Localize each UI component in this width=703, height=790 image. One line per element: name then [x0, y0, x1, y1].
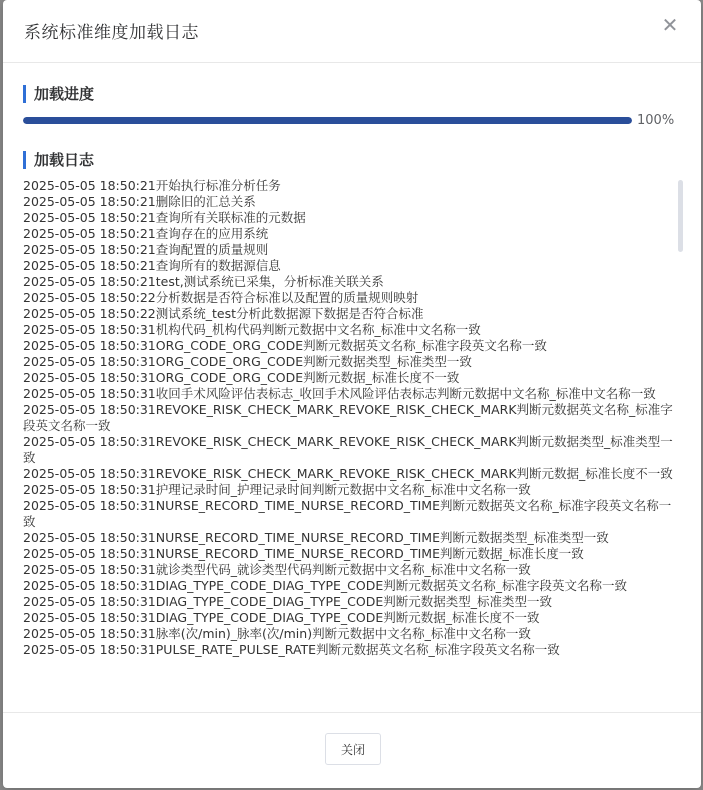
- log-line: 2025-05-05 18:50:31机构代码_机构代码判断元数据中文名称_标准中文名称一致: [23, 322, 481, 337]
- log-line: 2025-05-05 18:50:31NURSE_RECORD_TIME_NURSE_RECORD_TIME判断元数据类型_标准类型一致: [23, 530, 609, 545]
- log-line: 2025-05-05 18:50:31REVOKE_RISK_CHECK_MARK_REVOKE_RISK_CHECK_MARK判断元数据_标准长度不一致: [23, 466, 673, 481]
- log-line: 2025-05-05 18:50:31REVOKE_RISK_CHECK_MARK_REVOKE_RISK_CHECK_MARK判断元数据类型_标准类型一致: [23, 434, 673, 465]
- progress-section-title: 加载进度: [23, 85, 94, 103]
- log-line: 2025-05-05 18:50:22分析数据是否符合标准以及配置的质量规则映射: [23, 290, 419, 305]
- log-list: [23, 178, 675, 658]
- progress-percent: 100%: [637, 113, 675, 128]
- log-line: 2025-05-05 18:50:21查询存在的应用系统: [23, 226, 269, 241]
- log-line: 2025-05-05 18:50:31DIAG_TYPE_CODE_DIAG_TYPE_CODE判断元数据英文名称_标准字段英文名称一致: [23, 578, 628, 593]
- log-line: 2025-05-05 18:50:31NURSE_RECORD_TIME_NURSE_RECORD_TIME判断元数据_标准长度一致: [23, 546, 584, 561]
- log-line: 2025-05-05 18:50:31收回手术风险评估表标志_收回手术风险评估表标志判断元数据中文名称_标准中文名称一致: [23, 386, 656, 401]
- log-line: 2025-05-05 18:50:21test,测试系统已采集，分析标准关联关系: [23, 274, 384, 289]
- load-progress-bar: [23, 114, 678, 128]
- log-section-title: 加载日志: [23, 151, 94, 169]
- log-line: 2025-05-05 18:50:31护理记录时间_护理记录时间判断元数据中文名称_标准中文名称一致: [23, 482, 531, 497]
- log-line: 2025-05-05 18:50:31脉率(次/min)_脉率(次/min)判断元数据中文名称_标准中文名称一致: [23, 626, 531, 641]
- log-line: 2025-05-05 18:50:31REVOKE_RISK_CHECK_MARK_REVOKE_RISK_CHECK_MARK判断元数据英文名称_标准字段英文名称一致: [23, 402, 673, 433]
- log-line: 2025-05-05 18:50:21查询所有的数据源信息: [23, 258, 281, 273]
- close-icon[interactable]: ✕: [661, 13, 679, 37]
- log-panel[interactable]: [23, 178, 683, 704]
- log-line: 2025-05-05 18:50:31ORG_CODE_ORG_CODE判断元数据_标准长度不一致: [23, 370, 460, 385]
- log-line: 2025-05-05 18:50:31PULSE_RATE_PULSE_RATE判断元数据英文名称_标准字段英文名称一致: [23, 642, 560, 657]
- log-line: 2025-05-05 18:50:21开始执行标准分析任务: [23, 178, 281, 193]
- close-button[interactable]: 关闭: [325, 733, 381, 765]
- log-line: 2025-05-05 18:50:21删除旧的汇总关系: [23, 194, 256, 209]
- log-line: 2025-05-05 18:50:31就诊类型代码_就诊类型代码判断元数据中文名称_标准中文名称一致: [23, 562, 531, 577]
- log-line: 2025-05-05 18:50:31ORG_CODE_ORG_CODE判断元数据英文名称_标准字段英文名称一致: [23, 338, 547, 353]
- log-line: 2025-05-05 18:50:31DIAG_TYPE_CODE_DIAG_TYPE_CODE判断元数据类型_标准类型一致: [23, 594, 553, 609]
- log-line: 2025-05-05 18:50:31ORG_CODE_ORG_CODE判断元数据类型_标准类型一致: [23, 354, 472, 369]
- progress-fill: [23, 117, 632, 124]
- log-line: 2025-05-05 18:50:22测试系统_test分析此数据源下数据是否符合标准: [23, 306, 424, 321]
- load-log-dialog: [3, 0, 701, 788]
- dialog-header: [3, 0, 701, 63]
- dialog-footer: [3, 712, 701, 788]
- log-line: 2025-05-05 18:50:21查询所有关联标准的元数据: [23, 210, 306, 225]
- progress-track: [23, 117, 632, 124]
- log-line: 2025-05-05 18:50:21查询配置的质量规则: [23, 242, 269, 257]
- dialog-title: 系统标准维度加载日志: [24, 23, 199, 43]
- log-line: 2025-05-05 18:50:31DIAG_TYPE_CODE_DIAG_TYPE_CODE判断元数据_标准长度不一致: [23, 610, 540, 625]
- log-line: 2025-05-05 18:50:31NURSE_RECORD_TIME_NURSE_RECORD_TIME判断元数据英文名称_标准字段英文名称一致: [23, 498, 672, 529]
- log-scrollbar[interactable]: [678, 180, 683, 252]
